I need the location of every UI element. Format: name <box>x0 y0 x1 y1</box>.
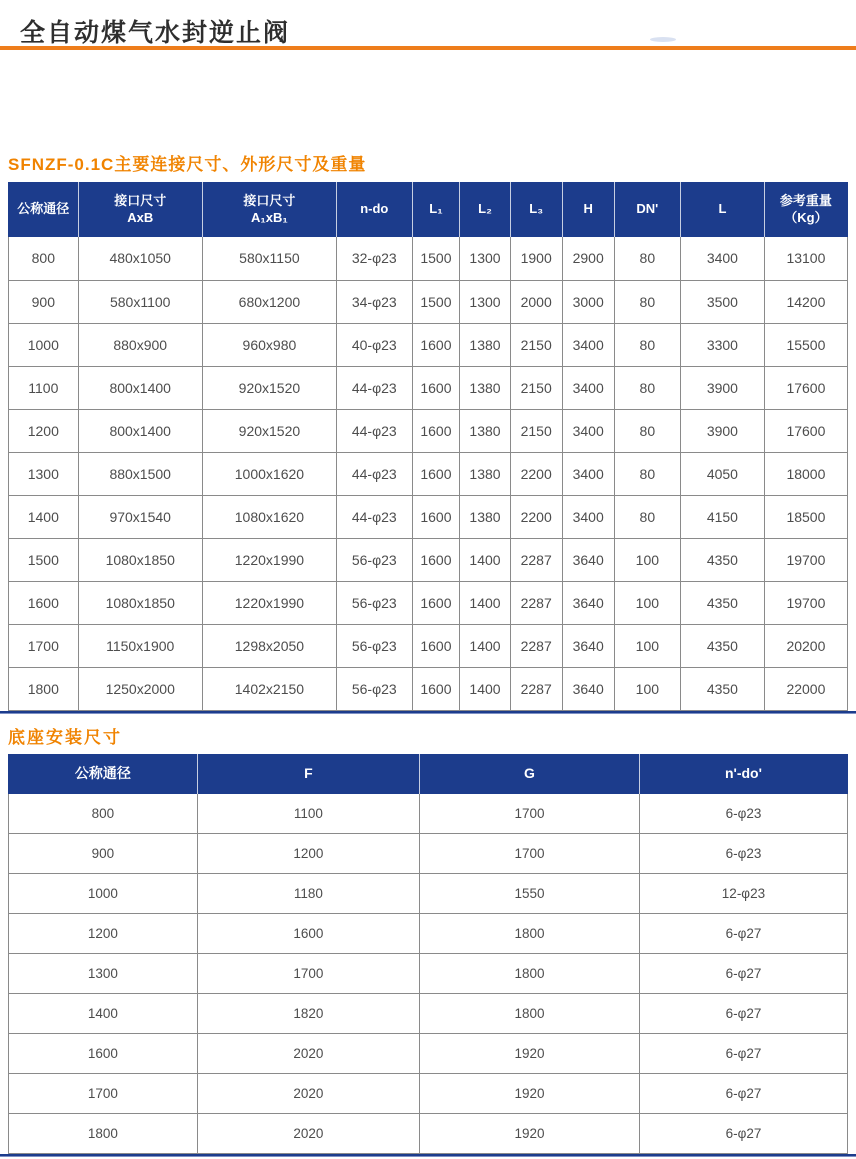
table-cell: 1400 <box>9 495 79 538</box>
table-cell: 1200 <box>197 834 419 874</box>
table-cell: 800 <box>9 794 198 834</box>
header-label: H <box>583 201 593 217</box>
col-nominal-diameter <box>9 754 198 794</box>
table-cell: 3400 <box>562 495 614 538</box>
table2-header-row <box>9 754 848 794</box>
col-l3 <box>510 182 562 237</box>
table-cell: 2287 <box>510 538 562 581</box>
table-row <box>9 581 848 624</box>
table-cell: 1600 <box>412 624 460 667</box>
table-cell: 2287 <box>510 624 562 667</box>
table-cell: 1600 <box>412 452 460 495</box>
header-label: 公称通径 <box>17 201 70 217</box>
table1-header <box>9 182 848 237</box>
table-cell: 1000x1620 <box>202 452 336 495</box>
header-label: 公称通径 <box>74 764 131 781</box>
table-cell: 1800 <box>420 914 640 954</box>
table-cell: 17600 <box>764 366 847 409</box>
table-row <box>9 323 848 366</box>
table-cell: 1500 <box>412 237 460 280</box>
table-cell: 1200 <box>9 409 79 452</box>
table-cell: 80 <box>614 409 680 452</box>
table-cell: 3000 <box>562 280 614 323</box>
base-mounting-table <box>8 754 848 1155</box>
table-cell: 1380 <box>460 495 510 538</box>
table-cell: 1600 <box>9 1034 198 1074</box>
table-cell: 19700 <box>764 538 847 581</box>
table-cell: 1600 <box>197 914 419 954</box>
table-cell: 1500 <box>412 280 460 323</box>
table-cell: 1080x1620 <box>202 495 336 538</box>
table1-header-row <box>9 182 848 237</box>
table-cell: 1800 <box>420 954 640 994</box>
table-cell: 1380 <box>460 409 510 452</box>
table-cell: 880x1500 <box>78 452 202 495</box>
table-cell: 6-φ27 <box>639 1114 847 1154</box>
table-cell: 3300 <box>680 323 764 366</box>
col-port-size-axb <box>78 182 202 237</box>
table-cell: 2200 <box>510 452 562 495</box>
table-cell: 56-φ23 <box>337 667 413 710</box>
table-cell: 18000 <box>764 452 847 495</box>
table-cell: 1180 <box>197 874 419 914</box>
table-cell: 3400 <box>562 409 614 452</box>
table-cell: 1250x2000 <box>78 667 202 710</box>
table-row <box>9 409 848 452</box>
header-label: DN' <box>636 201 659 217</box>
table-cell: 80 <box>614 366 680 409</box>
table-cell: 680x1200 <box>202 280 336 323</box>
table-cell: 1400 <box>9 994 198 1034</box>
table1-bottom-rule <box>0 711 856 714</box>
table-cell: 1700 <box>420 794 640 834</box>
table-cell: 1300 <box>460 280 510 323</box>
table-cell: 3640 <box>562 624 614 667</box>
col-l <box>680 182 764 237</box>
watermark-smudge <box>650 37 676 42</box>
table-cell: 1400 <box>460 581 510 624</box>
table-cell: 12-φ23 <box>639 874 847 914</box>
table-cell: 44-φ23 <box>337 452 413 495</box>
table-cell: 1500 <box>9 538 79 581</box>
col-n-do <box>337 182 413 237</box>
table-cell: 900 <box>9 280 79 323</box>
table-cell: 1380 <box>460 366 510 409</box>
table-cell: 2900 <box>562 237 614 280</box>
table-cell: 56-φ23 <box>337 624 413 667</box>
header-label: L₁ <box>429 201 443 217</box>
table-cell: 4350 <box>680 667 764 710</box>
table-cell: 100 <box>614 624 680 667</box>
table-cell: 1300 <box>9 954 198 994</box>
header-label: n-do <box>360 201 389 217</box>
table-cell: 800 <box>9 237 79 280</box>
table-cell: 80 <box>614 452 680 495</box>
table-cell: 13100 <box>764 237 847 280</box>
table-cell: 1200 <box>9 914 198 954</box>
table-cell: 920x1520 <box>202 409 336 452</box>
table-cell: 2150 <box>510 323 562 366</box>
table-cell: 3640 <box>562 538 614 581</box>
table-cell: 1100 <box>197 794 419 834</box>
table-cell: 1920 <box>420 1074 640 1114</box>
table-row <box>9 667 848 710</box>
table-cell: 800x1400 <box>78 409 202 452</box>
table-cell: 1800 <box>9 667 79 710</box>
table-cell: 4350 <box>680 538 764 581</box>
table-row <box>9 366 848 409</box>
table-row <box>9 280 848 323</box>
table2-header <box>9 754 848 794</box>
col-reference-weight <box>764 182 847 237</box>
table-cell: 1298x2050 <box>202 624 336 667</box>
table-cell: 1550 <box>420 874 640 914</box>
table-cell: 480x1050 <box>78 237 202 280</box>
table-cell: 880x900 <box>78 323 202 366</box>
table-cell: 1380 <box>460 323 510 366</box>
table-cell: 32-φ23 <box>337 237 413 280</box>
table-cell: 1900 <box>510 237 562 280</box>
table-cell: 1600 <box>412 409 460 452</box>
header-label: 接口尺寸 <box>243 193 296 209</box>
table-cell: 3400 <box>680 237 764 280</box>
table2-bottom-rule <box>0 1154 856 1157</box>
table-cell: 4150 <box>680 495 764 538</box>
table-cell: 1600 <box>412 495 460 538</box>
col-h <box>562 182 614 237</box>
section1-heading: SFNZF-0.1C主要连接尺寸、外形尺寸及重量 <box>8 155 367 174</box>
table-cell: 1600 <box>412 538 460 581</box>
page-title: 全自动煤气水封逆止阀 <box>20 19 291 47</box>
table-cell: 14200 <box>764 280 847 323</box>
table-cell: 80 <box>614 237 680 280</box>
table-cell: 2287 <box>510 667 562 710</box>
table-cell: 100 <box>614 581 680 624</box>
table-cell: 2020 <box>197 1034 419 1074</box>
table-cell: 2000 <box>510 280 562 323</box>
table-cell: 2020 <box>197 1074 419 1114</box>
header-label: n'-do' <box>724 764 762 781</box>
table-cell: 1600 <box>412 667 460 710</box>
table1-body <box>9 237 848 710</box>
table-cell: 3500 <box>680 280 764 323</box>
table-cell: 1700 <box>420 834 640 874</box>
table-cell: 3400 <box>562 323 614 366</box>
table-cell: 1600 <box>412 366 460 409</box>
table-cell: 1220x1990 <box>202 538 336 581</box>
table-cell: 18500 <box>764 495 847 538</box>
table2-body <box>9 794 848 1154</box>
table-cell: 1920 <box>420 1114 640 1154</box>
table-cell: 1800 <box>9 1114 198 1154</box>
header-sublabel: AxB <box>127 209 154 225</box>
table-row <box>9 994 848 1034</box>
header-label: L₂ <box>478 201 492 217</box>
table-cell: 6-φ23 <box>639 794 847 834</box>
table-cell: 1100 <box>9 366 79 409</box>
table-cell: 1820 <box>197 994 419 1034</box>
table-cell: 2150 <box>510 409 562 452</box>
header-label: 参考重量 <box>779 193 832 209</box>
header-sublabel: （Kg） <box>784 209 828 225</box>
col-n-do-prime <box>639 754 847 794</box>
table-cell: 2150 <box>510 366 562 409</box>
col-port-size-a1xb1 <box>202 182 336 237</box>
table-cell: 1080x1850 <box>78 538 202 581</box>
table-row <box>9 794 848 834</box>
table-cell: 17600 <box>764 409 847 452</box>
page-content <box>0 150 856 1157</box>
header-label: 接口尺寸 <box>114 193 167 209</box>
table-row <box>9 237 848 280</box>
col-g <box>420 754 640 794</box>
table-row <box>9 1074 848 1114</box>
table-cell: 4350 <box>680 581 764 624</box>
table-cell: 1000 <box>9 323 79 366</box>
table-cell: 3640 <box>562 581 614 624</box>
table-cell: 580x1150 <box>202 237 336 280</box>
table-cell: 1150x1900 <box>78 624 202 667</box>
table-cell: 22000 <box>764 667 847 710</box>
table-row <box>9 495 848 538</box>
table-row <box>9 954 848 994</box>
table-cell: 19700 <box>764 581 847 624</box>
table-row <box>9 452 848 495</box>
table-cell: 4050 <box>680 452 764 495</box>
table-row <box>9 834 848 874</box>
table-cell: 1220x1990 <box>202 581 336 624</box>
header-label: F <box>304 764 313 781</box>
header-label: L₃ <box>529 201 544 217</box>
table-cell: 1600 <box>412 323 460 366</box>
table-cell: 80 <box>614 323 680 366</box>
table-cell: 1700 <box>197 954 419 994</box>
table-cell: 1700 <box>9 624 79 667</box>
col-nominal-diameter <box>9 182 79 237</box>
table-row <box>9 874 848 914</box>
table-cell: 6-φ27 <box>639 1074 847 1114</box>
table-cell: 15500 <box>764 323 847 366</box>
table-cell: 1380 <box>460 452 510 495</box>
table-cell: 970x1540 <box>78 495 202 538</box>
header-sublabel: A₁xB₁ <box>251 209 288 225</box>
table-cell: 1000 <box>9 874 198 914</box>
table-cell: 44-φ23 <box>337 409 413 452</box>
table-cell: 1700 <box>9 1074 198 1114</box>
col-l1 <box>412 182 460 237</box>
table-row <box>9 624 848 667</box>
table-cell: 960x980 <box>202 323 336 366</box>
table-cell: 1800 <box>420 994 640 1034</box>
table-cell: 56-φ23 <box>337 581 413 624</box>
table-cell: 1600 <box>9 581 79 624</box>
table-cell: 580x1100 <box>78 280 202 323</box>
table-cell: 6-φ23 <box>639 834 847 874</box>
col-l2 <box>460 182 510 237</box>
table-cell: 2200 <box>510 495 562 538</box>
col-f <box>197 754 419 794</box>
table-cell: 20200 <box>764 624 847 667</box>
table-cell: 3900 <box>680 366 764 409</box>
table-cell: 900 <box>9 834 198 874</box>
table-cell: 6-φ27 <box>639 1034 847 1074</box>
header-label: L <box>718 201 727 217</box>
table-cell: 56-φ23 <box>337 538 413 581</box>
table-cell: 1402x2150 <box>202 667 336 710</box>
table-cell: 1080x1850 <box>78 581 202 624</box>
table-cell: 34-φ23 <box>337 280 413 323</box>
dimensions-weight-table <box>8 182 848 711</box>
table-cell: 3900 <box>680 409 764 452</box>
table-cell: 40-φ23 <box>337 323 413 366</box>
table-row <box>9 1114 848 1154</box>
table-cell: 6-φ27 <box>639 954 847 994</box>
table-cell: 44-φ23 <box>337 495 413 538</box>
header-label: G <box>524 764 535 781</box>
table-cell: 3400 <box>562 452 614 495</box>
table-cell: 1400 <box>460 538 510 581</box>
table-cell: 3400 <box>562 366 614 409</box>
table-cell: 1600 <box>412 581 460 624</box>
col-dn <box>614 182 680 237</box>
table-cell: 2287 <box>510 581 562 624</box>
table-cell: 1920 <box>420 1034 640 1074</box>
table-cell: 6-φ27 <box>639 914 847 954</box>
table-cell: 800x1400 <box>78 366 202 409</box>
table-cell: 920x1520 <box>202 366 336 409</box>
table-cell: 100 <box>614 538 680 581</box>
table-cell: 6-φ27 <box>639 994 847 1034</box>
table-cell: 1300 <box>460 237 510 280</box>
table-cell: 1400 <box>460 624 510 667</box>
table-cell: 3640 <box>562 667 614 710</box>
section2-heading: 底座安装尺寸 <box>8 727 122 747</box>
table-cell: 2020 <box>197 1114 419 1154</box>
table-row <box>9 1034 848 1074</box>
table-cell: 80 <box>614 495 680 538</box>
table-cell: 1400 <box>460 667 510 710</box>
table-cell: 1300 <box>9 452 79 495</box>
table-cell: 44-φ23 <box>337 366 413 409</box>
table-row <box>9 538 848 581</box>
table-cell: 80 <box>614 280 680 323</box>
table-row <box>9 914 848 954</box>
table-cell: 100 <box>614 667 680 710</box>
table-cell: 4350 <box>680 624 764 667</box>
